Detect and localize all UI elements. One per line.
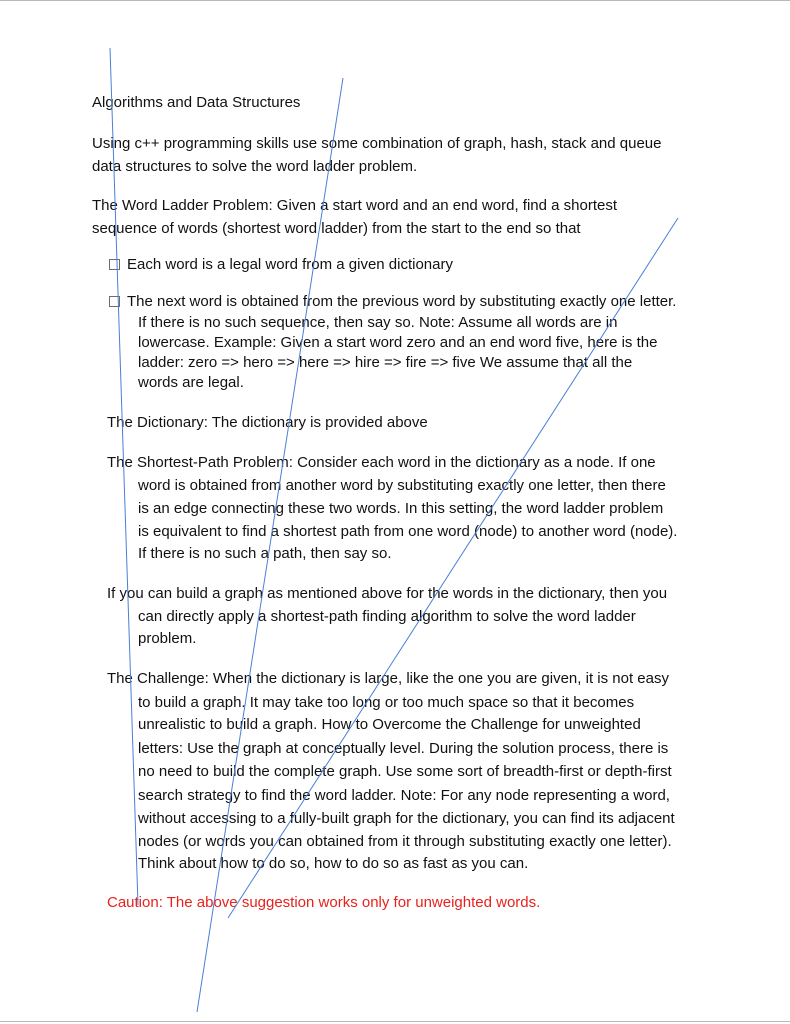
build-graph-line-2: can directly apply a shortest-path finding algorithm to solve the word ladder	[138, 608, 636, 625]
bullet-2-line-4: ladder: zero => hero => here => hire => fire => five We assume that all the	[138, 354, 633, 371]
page-title: Algorithms and Data Structures	[92, 94, 301, 111]
problem-line-1: The Word Ladder Problem: Given a start word and an end word, find a shortest	[92, 197, 617, 214]
bullet-box-icon	[109, 259, 120, 270]
problem-line-2: sequence of words (shortest word ladder) from the start to the end so that	[92, 220, 581, 237]
intro-line-2: data structures to solve the word ladder problem.	[92, 158, 418, 175]
bullet-2-line-3: lowercase. Example: Given a start word zero and an end word five, here is the	[138, 334, 658, 351]
build-graph-line-1: If you can build a graph as mentioned above for the words in the dictionary, then you	[107, 585, 668, 602]
challenge-line-6: search strategy to find the word ladder. Note: For any node representing a word,	[138, 787, 670, 804]
dictionary-paragraph: The Dictionary: The dictionary is provided above	[107, 414, 428, 431]
caution-note: Caution: The above suggestion works only for unweighted words.	[107, 894, 541, 911]
bullet-2-line-2: If there is no such sequence, then say so. Note: Assume all words are in	[138, 314, 618, 331]
page-top-border	[0, 0, 790, 1]
bullet-2-line-1: The next word is obtained from the previous word by substituting exactly one letter.	[127, 293, 677, 310]
page-bottom-border	[0, 1021, 790, 1022]
shortest-path-line-4: is equivalent to find a shortest path from one word (node) to another word (node).	[138, 523, 678, 540]
intro-line-1: Using c++ programming skills use some combination of graph, hash, stack and queue	[92, 135, 662, 152]
challenge-line-3: unrealistic to build a graph. How to Overcome the Challenge for unweighted	[138, 716, 641, 733]
shortest-path-line-5: If there is no such a path, then say so.	[138, 545, 392, 562]
challenge-line-1: The Challenge: When the dictionary is large, like the one you are given, it is not easy	[107, 670, 669, 687]
challenge-line-2: to build a graph. It may take too long or too much space so that it becomes	[138, 694, 635, 711]
bullet-box-icon	[109, 296, 120, 307]
build-graph-line-3: problem.	[138, 630, 197, 647]
bullet-1-text: Each word is a legal word from a given dictionary	[127, 256, 453, 273]
challenge-line-4: letters: Use the graph at conceptually level. During the solution process, there is	[138, 740, 669, 757]
shortest-path-line-3: is an edge connecting these two words. In this setting, the word ladder problem	[138, 500, 664, 517]
bullet-2-line-5: words are legal.	[138, 374, 244, 391]
challenge-line-8: nodes (or words you can obtained from it through substituting exactly one letter).	[138, 833, 672, 850]
challenge-line-5: no need to build the complete graph. Use some sort of breadth-first or depth-first	[138, 763, 672, 780]
shortest-path-line-1: The Shortest-Path Problem: Consider each word in the dictionary as a node. If one	[107, 454, 656, 471]
challenge-line-9: Think about how to do so, how to do so as fast as you can.	[138, 855, 529, 872]
challenge-line-7: without accessing to a fully-built graph for the dictionary, you can find its adjacent	[138, 810, 675, 827]
shortest-path-line-2: word is obtained from another word by substituting exactly one letter, then there	[138, 477, 666, 494]
